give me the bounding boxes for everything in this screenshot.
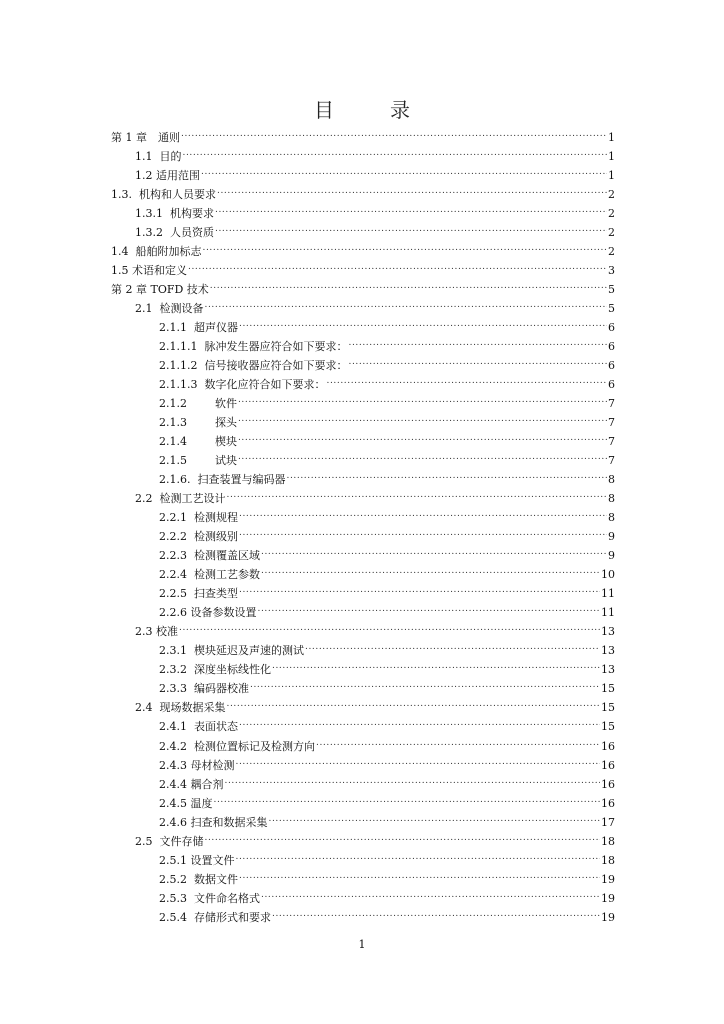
dot-leader <box>261 546 607 559</box>
toc-entry-page: 2 <box>608 245 615 259</box>
toc-entry-page: 1 <box>608 131 615 144</box>
toc-entry[interactable] <box>111 394 615 413</box>
toc-entry-page: 6 <box>608 321 615 335</box>
toc-entry[interactable] <box>111 204 615 223</box>
toc-entry-page: 6 <box>608 340 615 354</box>
toc-entry[interactable] <box>111 280 615 299</box>
toc-entry-label: 2.1.6. 扫查装置与编码器 <box>159 473 286 487</box>
toc-entry-label: 2.5.1 设置文件 <box>159 853 235 867</box>
toc-entry[interactable] <box>111 337 615 356</box>
toc-entry-label: 2.4.2 检测位置标记及检测方向 <box>159 739 315 753</box>
toc-entry-label: 2.2.5 扫查类型 <box>159 587 238 601</box>
dot-leader <box>286 470 607 483</box>
toc-entry[interactable] <box>111 622 615 641</box>
toc-entry-page: 7 <box>608 454 615 468</box>
toc-entry-label: 2.4.5 温度 <box>159 796 213 810</box>
toc-entry[interactable] <box>111 166 615 185</box>
toc-entry[interactable] <box>111 128 615 147</box>
toc-entry-page: 8 <box>608 492 615 506</box>
toc-entry-label: 2.3.1 楔块延迟及声速的测试 <box>159 644 304 658</box>
toc-entry-label: 1.4 船舶附加标志 <box>111 245 202 259</box>
toc-entry-label: 2.1.1 超声仪器 <box>159 321 238 335</box>
dot-leader <box>203 242 608 255</box>
toc-entry-label: 第 2 章 TOFD 技术 <box>111 283 209 297</box>
toc-entry-label: 2.5.4 存储形式和要求 <box>159 910 271 924</box>
toc-entry-page: 16 <box>601 796 615 810</box>
toc-entry-page: 7 <box>608 416 615 430</box>
toc-entry-page: 9 <box>608 530 615 544</box>
toc-entry-page: 5 <box>608 283 615 297</box>
dot-leader <box>214 794 601 807</box>
dot-leader <box>225 775 601 788</box>
dot-leader <box>215 204 607 217</box>
toc-entry[interactable] <box>111 794 615 813</box>
toc-entry-page: 15 <box>601 701 615 715</box>
dot-leader <box>239 527 607 540</box>
toc-entry-label: 2.1.5 试块 <box>159 454 237 468</box>
toc-entry-label: 2.3.3 编码器校准 <box>159 682 249 696</box>
toc-entry[interactable] <box>111 318 615 337</box>
toc-entry-page: 16 <box>601 758 615 772</box>
toc-entry-label: 1.1 目的 <box>135 150 182 164</box>
dot-leader <box>239 717 600 730</box>
dot-leader <box>210 280 607 293</box>
toc-entry[interactable] <box>111 717 615 736</box>
toc-entry-label: 2.3 校准 <box>135 625 178 639</box>
toc-entry-label: 2.1.3 探头 <box>159 416 237 430</box>
toc-entry-label: 2.5.3 文件命名格式 <box>159 891 260 905</box>
toc-entry-page: 2 <box>608 226 615 240</box>
toc-entry-page: 7 <box>608 397 615 411</box>
dot-leader <box>269 813 601 826</box>
toc-entry[interactable] <box>111 756 615 775</box>
toc-entry-page: 11 <box>601 606 615 620</box>
toc-entry-page: 8 <box>608 511 615 525</box>
toc-entry[interactable] <box>111 679 615 698</box>
toc-entry-page: 16 <box>601 777 615 791</box>
toc-entry-label: 2.2.6 设备参数设置 <box>159 606 257 620</box>
toc-entry-page: 19 <box>601 891 615 905</box>
toc-entry-label: 2.4.1 表面状态 <box>159 720 238 734</box>
toc-entry[interactable] <box>111 261 615 280</box>
page-number: 1 <box>358 938 366 951</box>
toc-entry-label: 1.3. 机构和人员要求 <box>111 188 216 202</box>
dot-leader <box>305 641 600 654</box>
toc-entry-label: 2.5.2 数据文件 <box>159 872 238 886</box>
dot-leader <box>215 223 607 236</box>
toc-entry-label: 2.3.2 深度坐标线性化 <box>159 663 271 677</box>
dot-leader <box>326 375 607 388</box>
dot-leader <box>205 299 608 312</box>
dot-leader <box>239 318 607 331</box>
toc-entry[interactable] <box>111 527 615 546</box>
toc-entry[interactable] <box>111 508 615 527</box>
toc-entry-page: 19 <box>601 872 615 886</box>
dot-leader <box>181 128 607 141</box>
toc-entry-label: 2.1.1.3 数字化应符合如下要求： <box>159 378 326 392</box>
toc-entry-page: 19 <box>601 910 615 924</box>
dot-leader <box>238 413 607 426</box>
toc-entry-page: 11 <box>601 587 615 601</box>
dot-leader <box>183 147 608 160</box>
toc-entry-page: 3 <box>608 264 615 278</box>
dot-leader <box>188 261 607 274</box>
dot-leader <box>238 432 607 445</box>
toc-entry[interactable] <box>111 299 615 318</box>
dot-leader <box>272 908 600 921</box>
toc-entry[interactable] <box>111 908 615 927</box>
dot-leader <box>238 451 607 464</box>
toc-entry[interactable] <box>111 375 615 394</box>
toc-entry[interactable] <box>111 870 615 889</box>
toc-entry-label: 2.4.4 耦合剂 <box>159 777 224 791</box>
toc-entry-page: 1 <box>608 150 615 164</box>
dot-leader <box>239 584 600 597</box>
toc-entry[interactable] <box>111 147 615 166</box>
toc-entry-page: 10 <box>601 568 615 582</box>
toc-entry-page: 17 <box>601 815 615 829</box>
toc-entry[interactable] <box>111 775 615 794</box>
toc-entry-label: 2.1 检测设备 <box>135 302 204 316</box>
toc-entry[interactable] <box>111 223 615 242</box>
toc-entry-label: 2.4 现场数据采集 <box>135 701 226 715</box>
dot-leader <box>238 394 607 407</box>
toc-entry-page: 1 <box>608 169 615 183</box>
toc-entry[interactable] <box>111 489 615 508</box>
dot-leader <box>217 185 607 198</box>
toc-entry-label: 2.2.4 检测工艺参数 <box>159 568 260 582</box>
dot-leader <box>239 870 600 883</box>
dot-leader <box>179 622 600 635</box>
toc-entry[interactable] <box>111 889 615 908</box>
toc-entry[interactable] <box>111 546 615 565</box>
toc-entry-page: 18 <box>601 853 615 867</box>
dot-leader <box>272 660 600 673</box>
toc-entry[interactable] <box>111 565 615 584</box>
toc-entry[interactable] <box>111 432 615 451</box>
toc-entry-page: 8 <box>608 473 615 487</box>
toc-entry-label: 2.2.1 检测规程 <box>159 511 238 525</box>
toc-entry-page: 13 <box>601 644 615 658</box>
toc-entry-page: 13 <box>601 625 615 639</box>
toc-entry[interactable] <box>111 851 615 870</box>
toc-entry-page: 15 <box>601 720 615 734</box>
toc-entry-label: 第 1 章 通则 <box>111 131 180 144</box>
toc-entry-label: 2.5 文件存储 <box>135 834 204 848</box>
toc-entry-label: 2.1.2 软件 <box>159 397 237 411</box>
toc-entry-page: 6 <box>608 378 615 392</box>
toc-entry-page: 15 <box>601 682 615 696</box>
toc-entry-label: 1.3.2 人员资质 <box>135 226 214 240</box>
toc-entry[interactable] <box>111 413 615 432</box>
toc-entry-label: 2.2.3 检测覆盖区域 <box>159 549 260 563</box>
toc-entry[interactable] <box>111 242 615 261</box>
toc-entry[interactable] <box>111 832 615 851</box>
toc-entry-label: 2.4.3 母材检测 <box>159 758 235 772</box>
toc-entry-page: 7 <box>608 435 615 449</box>
toc-entry-label: 2.4.6 扫查和数据采集 <box>159 815 268 829</box>
toc-entry[interactable] <box>111 470 615 489</box>
toc-entry-page: 6 <box>608 359 615 373</box>
dot-leader <box>239 508 607 521</box>
dot-leader <box>236 756 601 769</box>
toc-entry-label: 2.2 检测工艺设计 <box>135 492 226 506</box>
toc-entry-page: 18 <box>601 834 615 848</box>
dot-leader <box>348 337 607 350</box>
dot-leader <box>201 166 607 179</box>
dot-leader <box>250 679 600 692</box>
toc-entry[interactable] <box>111 356 615 375</box>
dot-leader <box>348 356 607 369</box>
toc-entry[interactable] <box>111 737 615 756</box>
toc-entry-label: 1.5 术语和定义 <box>111 264 187 278</box>
toc-entry[interactable] <box>111 813 615 832</box>
toc-entry[interactable] <box>111 641 615 660</box>
toc-entry-label: 2.1.1.1 脉冲发生器应符合如下要求： <box>159 340 348 354</box>
dot-leader <box>261 565 600 578</box>
toc-entry[interactable] <box>111 660 615 679</box>
dot-leader <box>258 603 601 616</box>
dot-leader <box>205 832 601 845</box>
toc-entry[interactable] <box>111 603 615 622</box>
toc-entry-label: 2.2.2 检测级别 <box>159 530 238 544</box>
table-of-contents <box>111 128 615 927</box>
page-title: 目 录 <box>314 98 428 122</box>
toc-entry[interactable] <box>111 698 615 717</box>
toc-entry-label: 2.1.1.2 信号接收器应符合如下要求： <box>159 359 348 373</box>
toc-entry[interactable] <box>111 185 615 204</box>
toc-entry-page: 2 <box>608 188 615 202</box>
toc-entry[interactable] <box>111 451 615 470</box>
toc-entry-page: 9 <box>608 549 615 563</box>
toc-entry-page: 16 <box>601 739 615 753</box>
dot-leader <box>236 851 601 864</box>
toc-entry-page: 13 <box>601 663 615 677</box>
toc-entry-page: 2 <box>608 207 615 221</box>
dot-leader <box>316 737 600 750</box>
dot-leader <box>227 489 608 502</box>
toc-entry-label: 1.2 适用范围 <box>135 169 200 183</box>
toc-entry-label: 2.1.4 楔块 <box>159 435 237 449</box>
toc-entry-page: 5 <box>608 302 615 316</box>
toc-entry-label: 1.3.1 机构要求 <box>135 207 214 221</box>
dot-leader <box>261 889 600 902</box>
toc-entry[interactable] <box>111 584 615 603</box>
dot-leader <box>227 698 601 711</box>
